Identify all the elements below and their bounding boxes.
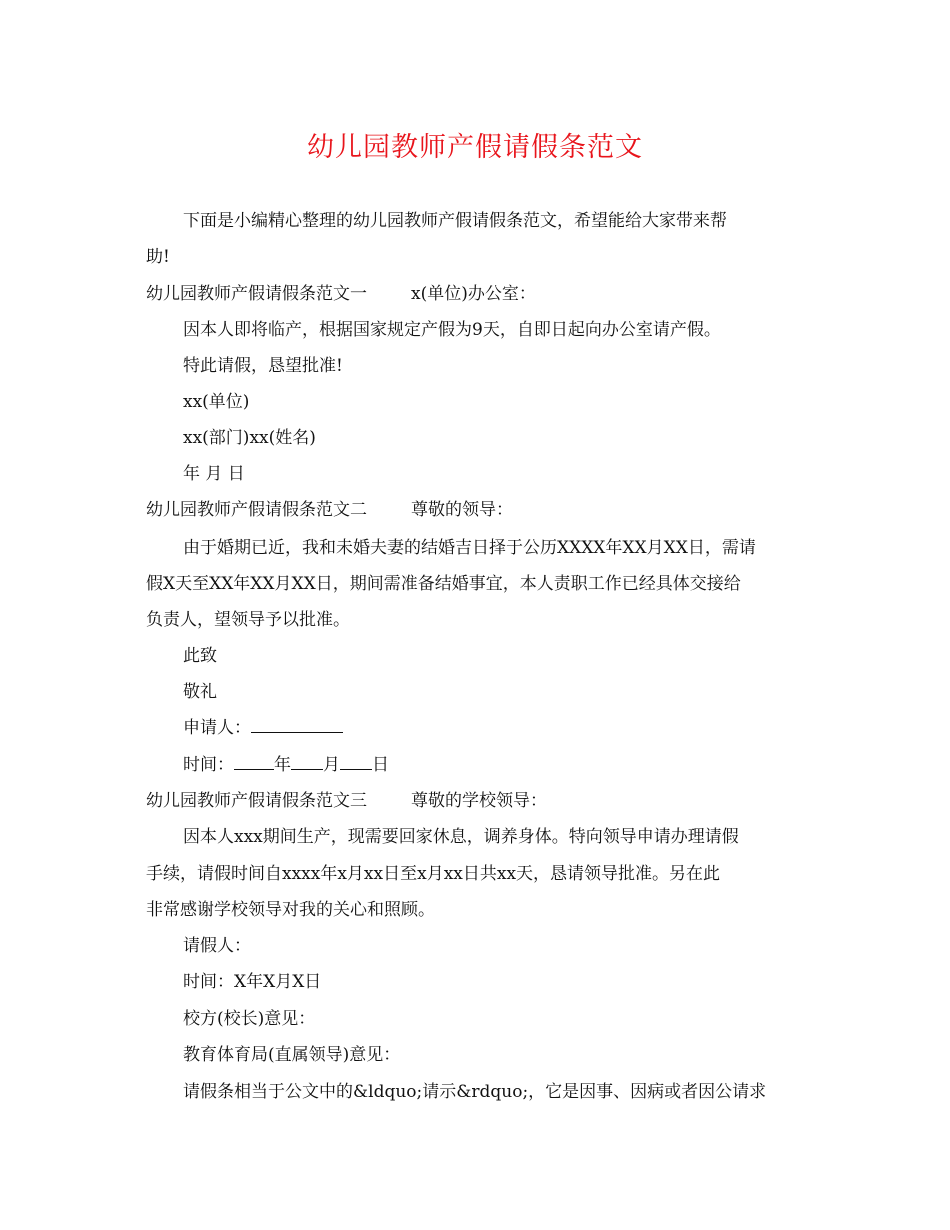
sample2-body-line-2: 假X天至XX年XX月XX日，期间需准备结婚事宜，本人责职工作已经具体交接给: [146, 574, 741, 594]
sample2-addressee: 尊敬的领导：: [411, 500, 513, 520]
sample2-applicant-label: 申请人：: [183, 718, 251, 738]
sample1-body: 因本人即将临产，根据国家规定产假为9天，自即日起向办公室请产假。: [183, 320, 721, 340]
sample3-requester: 请假人：: [183, 936, 251, 956]
intro-line-2: 助!: [146, 247, 170, 267]
sample3-heading: 幼儿园教师产假请假条范文三: [146, 791, 367, 811]
sample2-heading-row: [146, 498, 816, 522]
sample1-unit: xx(单位): [183, 392, 250, 412]
day-blank: [340, 753, 372, 770]
sample3-body-line-1: 因本人xxx期间生产，现需要回家休息，调养身体。特向领导申请办理请假: [183, 827, 739, 847]
sample2-body-line-3: 负责人，望领导予以批准。: [146, 610, 350, 630]
sample2-time-row: [183, 753, 853, 777]
sample1-heading: 幼儿园教师产假请假条范文一: [146, 284, 367, 304]
sample3-bureau-opinion: 教育体育局(直属领导)意见：: [183, 1045, 401, 1065]
sample3-addressee: 尊敬的学校领导：: [411, 791, 547, 811]
sample3-time: 时间：X年X月X日: [183, 972, 322, 992]
sample1-date: 年 月 日: [183, 464, 245, 484]
sample2-month: 月: [323, 755, 340, 775]
sample2-time-label: 时间：: [183, 755, 234, 775]
sample3-principal-opinion: 校方(校长)意见：: [183, 1009, 316, 1029]
applicant-blank: [251, 716, 343, 733]
sample2-body-line-1: 由于婚期已近，我和未婚夫妻的结婚吉日择于公历XXXX年XX月XX日，需请: [183, 538, 756, 558]
page-title: 幼儿园教师产假请假条范文: [307, 132, 643, 163]
sample2-salute-2: 敬礼: [183, 682, 217, 702]
sample2-heading: 幼儿园教师产假请假条范文二: [146, 500, 367, 520]
year-blank: [234, 753, 274, 770]
sample2-year: 年: [274, 755, 291, 775]
sample1-dept-name: xx(部门)xx(姓名): [183, 428, 316, 448]
sample2-applicant-row: [183, 716, 853, 740]
sample2-day: 日: [372, 755, 389, 775]
sample3-body-line-2: 手续，请假时间自xxxx年x月xx日至x月xx日共xx天，恳请领导批准。另在此: [146, 864, 721, 884]
month-blank: [291, 753, 323, 770]
sample1-closing: 特此请假，恳望批准!: [183, 356, 343, 376]
sample1-addressee: x(单位)办公室：: [411, 284, 536, 304]
sample2-salute-1: 此致: [183, 646, 217, 666]
intro-line-1: 下面是小编精心整理的幼儿园教师产假请假条范文，希望能给大家带来帮: [183, 211, 727, 231]
sample3-body-line-3: 非常感谢学校领导对我的关心和照顾。: [146, 900, 435, 920]
closing-paragraph: 请假条相当于公文中的&ldquo;请示&rdquo;，它是因事、因病或者因公请求: [183, 1082, 767, 1102]
sample1-heading-row: [146, 282, 816, 306]
sample3-heading-row: [146, 789, 816, 813]
